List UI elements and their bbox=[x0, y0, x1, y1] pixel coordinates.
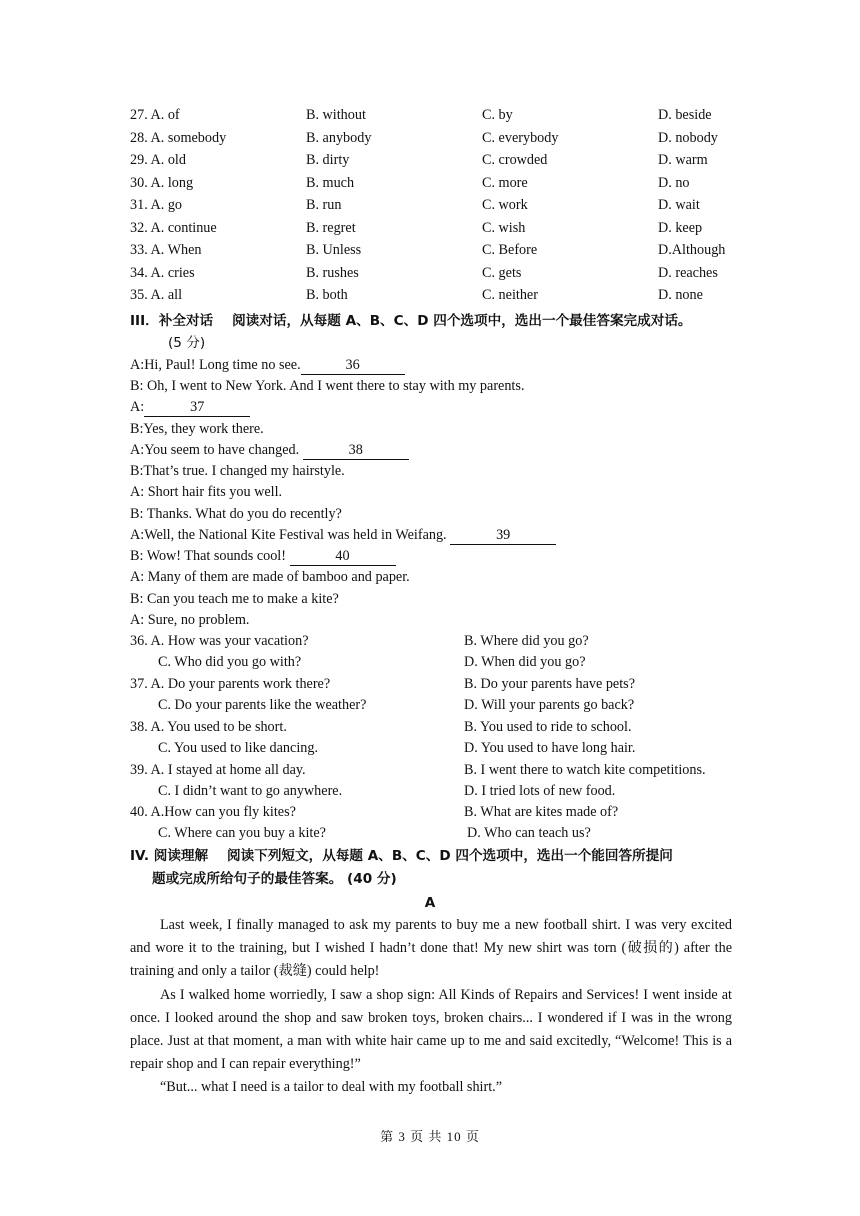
option-b: B. I went there to watch kite competitions. bbox=[464, 762, 706, 778]
option-d: D. Who can teach us? bbox=[467, 825, 591, 841]
option-b: B. rushes bbox=[306, 265, 359, 281]
answer-blank[interactable]: 36 bbox=[301, 357, 405, 375]
dialogue-line bbox=[130, 546, 396, 566]
option-c: C. gets bbox=[482, 265, 522, 281]
option-b: B. Unless bbox=[306, 242, 362, 258]
option-d: D. When did you go? bbox=[464, 654, 586, 670]
dialogue-text: A:You seem to have changed. bbox=[130, 442, 303, 458]
dialogue-text: A:Well, the National Kite Festival was held in Weifang. bbox=[130, 527, 451, 543]
section-instruction-cont: 题或完成所给句子的最佳答案。 (40 分) bbox=[152, 871, 397, 887]
option-d: D. reaches bbox=[658, 265, 718, 281]
option-c: C. work bbox=[482, 197, 528, 213]
option-b: B. Where did you go? bbox=[464, 633, 589, 649]
option-c: C. Do your parents like the weather? bbox=[158, 697, 367, 713]
option-row bbox=[130, 802, 750, 823]
dialogue-line: B: Can you teach me to make a kite? bbox=[130, 591, 339, 607]
answer-blank[interactable]: 40 bbox=[290, 548, 396, 566]
dialogue-line: B: Oh, I went to New York. And I went there to stay with my parents. bbox=[130, 378, 525, 394]
section-heading bbox=[130, 311, 692, 331]
option-b: B. You used to ride to school. bbox=[464, 719, 632, 735]
passage-paragraph: As I walked home worriedly, I saw a shop sign: All Kinds of Repairs and Services! I went inside at once. I looked around the shop and saw broken toys, broken chairs... I wondered if I was in the wrong place. Just at that moment, a man with white hair came up to me and said excitedly, “Welcome! This is a repair shop and I can repair everything!” bbox=[130, 987, 732, 1072]
option-c: C. everybody bbox=[482, 130, 559, 146]
option-b: B. both bbox=[306, 287, 348, 303]
option-a: 30. A. long bbox=[130, 175, 194, 191]
option-a: 27. A. of bbox=[130, 107, 180, 123]
option-row bbox=[130, 823, 750, 844]
section-heading bbox=[130, 846, 673, 866]
option-row bbox=[130, 738, 750, 759]
option-d: D.Although bbox=[658, 242, 726, 258]
option-a: 29. A. old bbox=[130, 152, 186, 168]
option-b: B. without bbox=[306, 107, 366, 123]
dialogue-line: B:That’s true. I changed my hairstyle. bbox=[130, 463, 345, 479]
choice-row bbox=[130, 262, 750, 284]
page-footer: 第 3 页 共 10 页 bbox=[380, 1129, 480, 1144]
dialogue-line bbox=[130, 440, 409, 460]
option-b: B. regret bbox=[306, 220, 356, 236]
option-row bbox=[130, 652, 750, 673]
option-c: C. more bbox=[482, 175, 528, 191]
dialogue-line: A: Sure, no problem. bbox=[130, 612, 250, 628]
dialogue-text: A:Hi, Paul! Long time no see. bbox=[130, 357, 301, 373]
option-a: 40. A.How can you fly kites? bbox=[130, 804, 296, 820]
choice-row bbox=[130, 149, 750, 171]
choice-row bbox=[130, 127, 750, 149]
option-a: 35. A. all bbox=[130, 287, 183, 303]
section-points: (5 分) bbox=[168, 335, 206, 351]
option-row bbox=[130, 631, 750, 652]
passage-label: A bbox=[424, 895, 436, 911]
option-a: 37. A. Do your parents work there? bbox=[130, 676, 331, 692]
dialogue-line: B:Yes, they work there. bbox=[130, 421, 264, 437]
choice-row bbox=[130, 194, 750, 216]
choice-row bbox=[130, 172, 750, 194]
option-b: B. Do your parents have pets? bbox=[464, 676, 635, 692]
option-d: D. Will your parents go back? bbox=[464, 697, 635, 713]
option-a: 33. A. When bbox=[130, 242, 202, 258]
option-a: 36. A. How was your vacation? bbox=[130, 633, 309, 649]
option-d: D. wait bbox=[658, 197, 700, 213]
option-a: 34. A. cries bbox=[130, 265, 195, 281]
option-b: B. much bbox=[306, 175, 355, 191]
section-title: III．补全对话 bbox=[130, 313, 214, 329]
answer-blank[interactable]: 38 bbox=[303, 442, 409, 460]
option-b: B. dirty bbox=[306, 152, 350, 168]
option-c: C. neither bbox=[482, 287, 538, 303]
option-row bbox=[130, 717, 750, 738]
option-row bbox=[130, 695, 750, 716]
option-row bbox=[130, 760, 750, 781]
option-row bbox=[130, 674, 750, 695]
passage-paragraph: “But... what I need is a tailor to deal with my football shirt.” bbox=[160, 1079, 502, 1095]
option-d: D. beside bbox=[658, 107, 712, 123]
dialogue-line: A: Many of them are made of bamboo and paper. bbox=[130, 569, 410, 585]
option-a: 28. A. somebody bbox=[130, 130, 227, 146]
section-instruction: 阅读下列短文，从每题 A、B、C、D 四个选项中，选出一个能回答所提问 bbox=[227, 848, 673, 864]
section-title: IV. 阅读理解 bbox=[130, 848, 209, 864]
option-d: D. warm bbox=[658, 152, 708, 168]
choice-row bbox=[130, 284, 750, 306]
option-d: D. none bbox=[658, 287, 703, 303]
option-a: 38. A. You used to be short. bbox=[130, 719, 287, 735]
option-c: C. by bbox=[482, 107, 513, 123]
option-row bbox=[130, 781, 750, 802]
option-a: 31. A. go bbox=[130, 197, 183, 213]
dialogue-text: A: bbox=[130, 399, 145, 415]
answer-blank[interactable]: 39 bbox=[450, 527, 556, 545]
dialogue-text: B: Wow! That sounds cool! bbox=[130, 548, 290, 564]
option-d: D. keep bbox=[658, 220, 703, 236]
dialogue-line: A: Short hair fits you well. bbox=[130, 484, 283, 500]
option-c: C. wish bbox=[482, 220, 526, 236]
option-c: C. You used to like dancing. bbox=[158, 740, 319, 756]
option-a: 32. A. continue bbox=[130, 220, 217, 236]
option-c: C. I didn’t want to go anywhere. bbox=[158, 783, 343, 799]
option-b: B. anybody bbox=[306, 130, 372, 146]
dialogue-line: B: Thanks. What do you do recently? bbox=[130, 506, 342, 522]
option-c: C. Where can you buy a kite? bbox=[158, 825, 326, 841]
option-a: 39. A. I stayed at home all day. bbox=[130, 762, 306, 778]
choice-row bbox=[130, 217, 750, 239]
option-b: B. What are kites made of? bbox=[464, 804, 619, 820]
option-d: D. nobody bbox=[658, 130, 718, 146]
answer-blank[interactable]: 37 bbox=[144, 399, 250, 417]
dialogue-line bbox=[130, 397, 250, 417]
dialogue-line bbox=[130, 525, 556, 545]
option-d: D. no bbox=[658, 175, 690, 191]
section-instruction: 阅读对话，从每题 A、B、C、D 四个选项中，选出一个最佳答案完成对话。 bbox=[232, 313, 692, 329]
option-d: D. I tried lots of new food. bbox=[464, 783, 616, 799]
choice-row bbox=[130, 104, 750, 126]
option-c: C. Who did you go with? bbox=[158, 654, 302, 670]
option-c: C. crowded bbox=[482, 152, 548, 168]
dialogue-line bbox=[130, 355, 405, 375]
option-d: D. You used to have long hair. bbox=[464, 740, 636, 756]
option-b: B. run bbox=[306, 197, 342, 213]
choice-row bbox=[130, 239, 750, 261]
passage-paragraph: Last week, I finally managed to ask my parents to buy me a new football shirt. I was very excited and wore it to the training, but I wished I hadn’t done that! My new shirt was torn (破损的) after the training and only a tailor (裁缝) could help! bbox=[130, 917, 732, 979]
option-c: C. Before bbox=[482, 242, 538, 258]
